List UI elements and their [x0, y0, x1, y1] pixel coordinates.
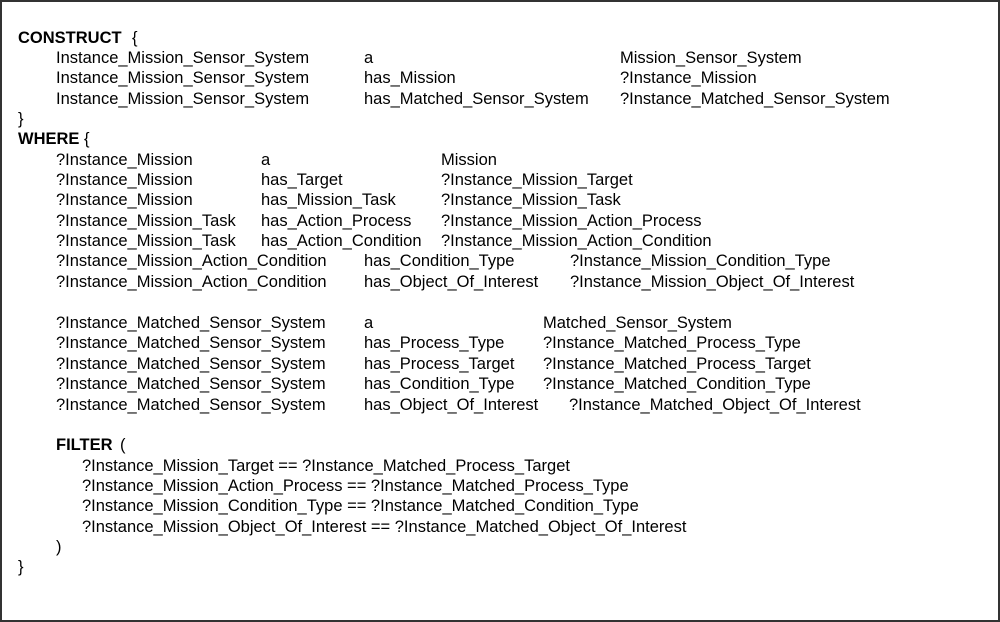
where-subject: ?Instance_Mission — [56, 171, 193, 189]
where-predicate: has_Target — [261, 171, 343, 189]
where-predicate: has_Object_Of_Interest — [364, 273, 539, 291]
construct-subject: Instance_Mission_Sensor_System — [56, 49, 310, 67]
where-predicate: has_Action_Condition — [261, 232, 422, 250]
where-subject: ?Instance_Mission_Action_Condition — [56, 252, 327, 270]
construct-predicate: has_Matched_Sensor_System — [364, 90, 589, 108]
construct-subject: Instance_Mission_Sensor_System — [56, 90, 310, 108]
where-keyword: WHERE — [18, 130, 80, 148]
construct-subject: Instance_Mission_Sensor_System — [56, 69, 310, 87]
construct-predicate: has_Mission — [364, 69, 456, 87]
construct-open-brace: { — [132, 29, 138, 47]
where-close-brace: } — [18, 558, 24, 576]
construct-object: ?Instance_Mission — [620, 69, 757, 87]
where-object: ?Instance_Matched_Process_Target — [543, 355, 811, 373]
where-subject: ?Instance_Mission — [56, 191, 193, 209]
where-object: ?Instance_Mission_Target — [441, 171, 633, 189]
where-subject: ?Instance_Mission_Task — [56, 212, 236, 230]
filter-condition: ?Instance_Mission_Object_Of_Interest == ?Instance_Matched_Object_Of_Interest — [82, 518, 687, 536]
where-subject: ?Instance_Matched_Sensor_System — [56, 375, 326, 393]
where-open-brace: { — [84, 130, 90, 148]
where-object: Mission — [441, 151, 497, 169]
where-subject: ?Instance_Matched_Sensor_System — [56, 355, 326, 373]
where-predicate: has_Process_Type — [364, 334, 505, 352]
where-predicate: has_Mission_Task — [261, 191, 396, 209]
filter-condition: ?Instance_Mission_Target == ?Instance_Matched_Process_Target — [82, 457, 570, 475]
where-subject: ?Instance_Mission — [56, 151, 193, 169]
where-object: ?Instance_Matched_Condition_Type — [543, 375, 811, 393]
where-predicate: has_Condition_Type — [364, 252, 515, 270]
where-object: ?Instance_Mission_Action_Condition — [441, 232, 712, 250]
where-object: ?Instance_Mission_Object_Of_Interest — [570, 273, 855, 291]
where-object: ?Instance_Mission_Task — [441, 191, 621, 209]
filter-condition: ?Instance_Mission_Condition_Type == ?Instance_Matched_Condition_Type — [82, 497, 639, 515]
where-subject: ?Instance_Matched_Sensor_System — [56, 334, 326, 352]
construct-predicate: a — [364, 49, 374, 67]
construct-keyword: CONSTRUCT — [18, 29, 122, 47]
where-predicate: has_Object_Of_Interest — [364, 396, 539, 414]
where-subject: ?Instance_Matched_Sensor_System — [56, 314, 326, 332]
where-object: ?Instance_Mission_Condition_Type — [570, 252, 831, 270]
construct-object: Mission_Sensor_System — [620, 49, 802, 67]
filter-condition: ?Instance_Mission_Action_Process == ?Instance_Matched_Process_Type — [82, 477, 629, 495]
where-predicate: has_Process_Target — [364, 355, 515, 373]
filter-keyword: FILTER — [56, 436, 113, 454]
filter-open-paren: ( — [120, 436, 126, 454]
where-subject: ?Instance_Matched_Sensor_System — [56, 396, 326, 414]
construct-object: ?Instance_Matched_Sensor_System — [620, 90, 890, 108]
where-predicate: has_Condition_Type — [364, 375, 515, 393]
where-predicate: a — [261, 151, 271, 169]
where-predicate: has_Action_Process — [261, 212, 412, 230]
where-object: ?Instance_Matched_Process_Type — [543, 334, 801, 352]
filter-close-paren: ) — [56, 538, 62, 556]
where-subject: ?Instance_Mission_Action_Condition — [56, 273, 327, 291]
where-object: ?Instance_Matched_Object_Of_Interest — [569, 396, 861, 414]
where-subject: ?Instance_Mission_Task — [56, 232, 236, 250]
where-predicate: a — [364, 314, 374, 332]
construct-close-brace: } — [18, 110, 24, 128]
where-object: ?Instance_Mission_Action_Process — [441, 212, 702, 230]
where-object: Matched_Sensor_System — [543, 314, 732, 332]
